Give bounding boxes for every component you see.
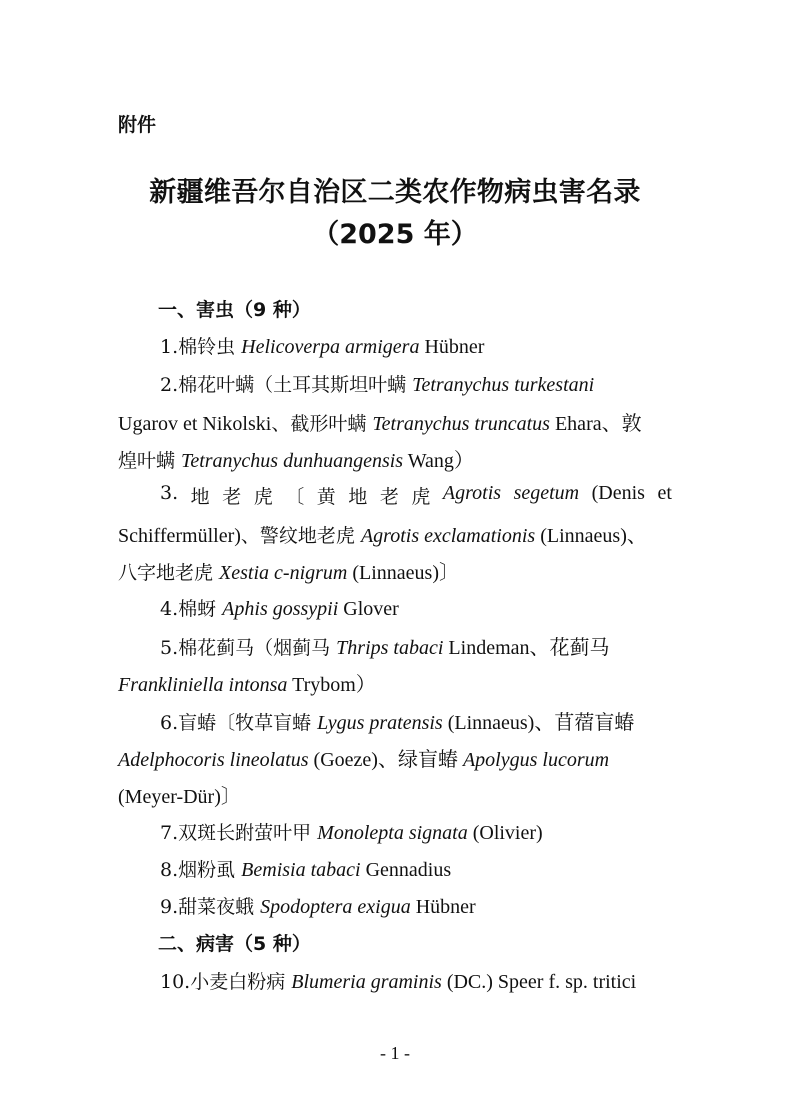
- list-item-3-line-2: [118, 519, 647, 548]
- common-name-char: 老: [379, 486, 399, 508]
- author: (Goeze)、绿盲蝽: [308, 749, 463, 771]
- common-name: 、警纹地老虎: [240, 525, 361, 547]
- list-item-2-line-1: [160, 370, 594, 397]
- list-item-10: [160, 967, 636, 994]
- common-name: 4.棉蚜: [160, 598, 223, 620]
- common-name: 、截形叶螨: [271, 413, 373, 435]
- scientific-name: Spodoptera exigua: [260, 896, 411, 918]
- author: Hübner: [410, 896, 476, 918]
- scientific-name: Helicoverpa armigera: [241, 336, 420, 358]
- list-item-1: [160, 332, 484, 359]
- scientific-name: Blumeria graminis: [291, 971, 442, 993]
- scientific-name: Thrips tabaci: [336, 637, 444, 659]
- author: Trybom）: [287, 674, 376, 696]
- common-name: 8.烟粉虱: [160, 859, 242, 881]
- scientific-name: Agrotis: [442, 482, 502, 504]
- author: (Linnaeus)、苜蓿盲蝽: [442, 712, 635, 734]
- common-name: 2.棉花叶螨（土耳其斯坦叶螨: [160, 374, 413, 396]
- list-item-2-line-2: [118, 407, 642, 436]
- author: Lindeman、花蓟马: [443, 637, 610, 659]
- attachment-label: 附件: [118, 114, 157, 136]
- list-item-6-line-3: [118, 780, 241, 809]
- common-name: 7.双斑长跗萤叶甲: [160, 822, 318, 844]
- scientific-name: Frankliniella intonsa: [118, 674, 288, 696]
- common-name-char: 虎: [253, 486, 273, 508]
- author: (Olivier): [467, 822, 543, 844]
- common-name: 煌叶螨: [118, 450, 182, 472]
- author: (Denis: [591, 482, 645, 504]
- scientific-name: Lygus pratensis: [317, 712, 443, 734]
- list-item-3-line-1: [160, 482, 672, 509]
- common-name: 5.棉花蓟马（烟蓟马: [160, 637, 337, 659]
- author: et: [657, 482, 672, 504]
- common-name: 1.棉铃虫: [160, 336, 242, 358]
- list-item-8: [160, 855, 451, 882]
- common-name-char: 地: [190, 486, 210, 508]
- author: (Linnaeus)〕: [347, 562, 459, 584]
- scientific-name: segetum: [513, 482, 580, 504]
- author: Wang）: [403, 450, 474, 472]
- document-title: 新疆维吾尔自治区二类农作物病虫害名录: [149, 177, 641, 208]
- scientific-name: Tetranychus dunhuangensis: [181, 450, 404, 472]
- list-item-6-line-2: [118, 743, 609, 772]
- list-item-7: [160, 818, 543, 845]
- common-name: 八字地老虎: [118, 562, 220, 584]
- author: Gennadius: [360, 859, 452, 881]
- list-item-9: [160, 892, 476, 919]
- bracket: 〔: [285, 486, 305, 508]
- scientific-name: Agrotis exclamationis: [360, 525, 536, 547]
- scientific-name: Apolygus lucorum: [462, 749, 610, 771]
- scientific-name: Xestia c-nigrum: [219, 562, 348, 584]
- list-item-4: [160, 594, 399, 621]
- list-item-5-line-1: [160, 631, 610, 660]
- author: Ugarov et Nikolski: [118, 413, 272, 435]
- scientific-name: Tetranychus turkestani: [412, 374, 595, 396]
- author: (DC.) Speer f. sp. tritici: [441, 971, 637, 993]
- author: Ehara、敦: [549, 413, 642, 435]
- common-name-char: 地: [348, 486, 368, 508]
- author: (Linnaeus)、: [535, 525, 647, 547]
- list-item-2-line-3: [118, 444, 474, 473]
- common-name: 6.盲蝽〔牧草盲蝽: [160, 712, 318, 734]
- scientific-name: Monolepta signata: [317, 822, 468, 844]
- author: Schiffermüller): [118, 525, 241, 547]
- scientific-name: Aphis gossypii: [222, 598, 339, 620]
- section-heading-pests: 一、害虫（9 种）: [158, 299, 311, 321]
- common-name-char: 老: [222, 486, 242, 508]
- scientific-name: Bemisia tabaci: [241, 859, 361, 881]
- author: Hübner: [419, 336, 485, 358]
- item-number: 3.: [160, 482, 179, 504]
- author: (Meyer-Dür)〕: [118, 786, 241, 808]
- list-item-6-line-1: [160, 706, 634, 735]
- list-item-5-line-2: [118, 668, 376, 697]
- scientific-name: Tetranychus truncatus: [372, 413, 550, 435]
- common-name: 10.小麦白粉病: [160, 971, 292, 993]
- common-name-char: 黄: [316, 486, 336, 508]
- document-year: （2025 年）: [312, 219, 478, 250]
- scientific-name: Adelphocoris lineolatus: [118, 749, 309, 771]
- section-heading-diseases: 二、病害（5 种）: [158, 933, 311, 955]
- common-name-char: 虎: [411, 486, 431, 508]
- page-number: - 1 -: [380, 1043, 410, 1063]
- list-item-3-line-3: [118, 556, 459, 585]
- common-name: 9.甜菜夜蛾: [160, 896, 261, 918]
- author: Glover: [338, 598, 399, 620]
